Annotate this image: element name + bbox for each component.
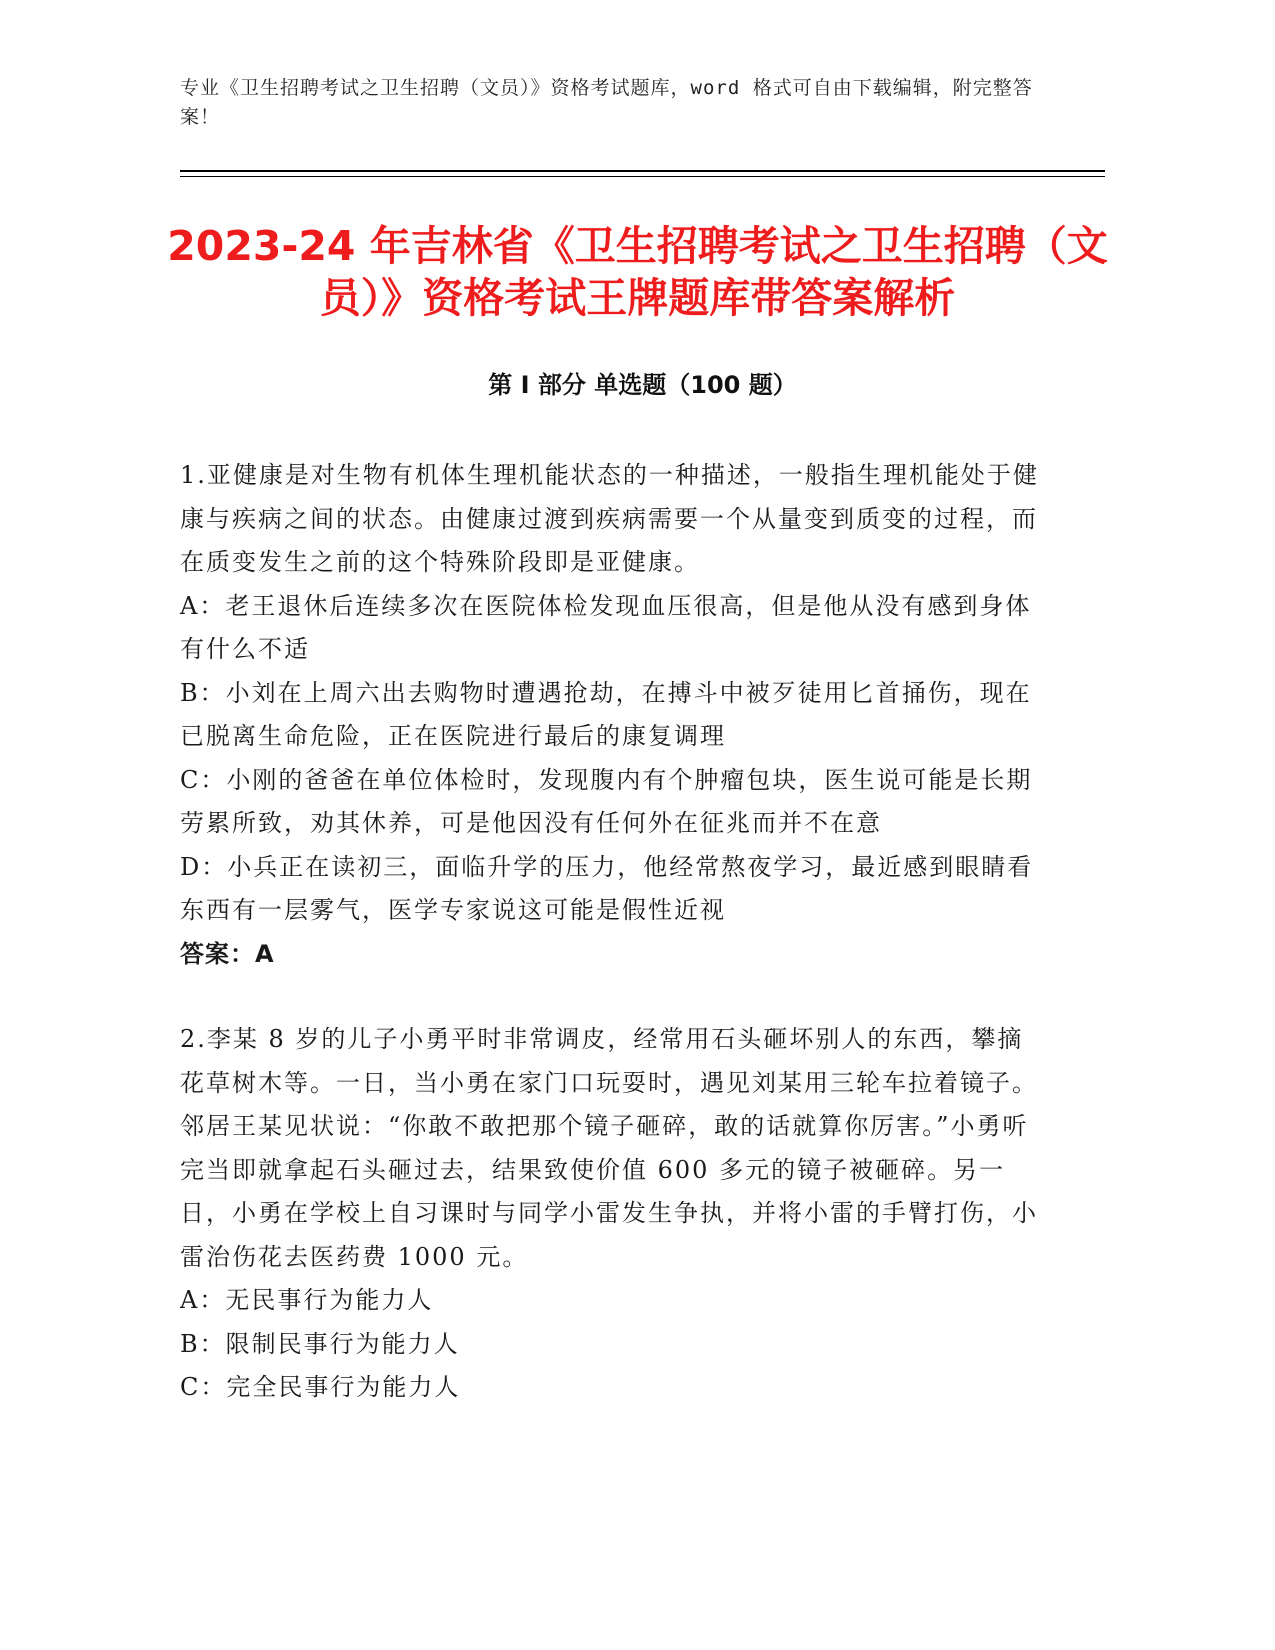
question-option-c: C：完全民事行为能力人 <box>180 1373 461 1401</box>
question-list <box>180 454 1040 1410</box>
header-divider-thin <box>180 176 1105 177</box>
question-option-a: A：无民事行为能力人 <box>180 1286 434 1314</box>
question-option-b: B：小刘在上周六出去购物时遭遇抢劫，在搏斗中被歹徒用匕首捅伤，现在已脱离生命危险，正在医院进行最后的康复调理 <box>180 678 1032 750</box>
question-option-c: C：小刚的爸爸在单位体检时，发现腹内有个肿瘤包块，医生说可能是长期劳累所致，劝其休养，可是他因没有任何外在征兆而并不在意 <box>180 765 1033 837</box>
question-spacer <box>180 976 1040 1018</box>
question-option-a: A：老王退休后连续多次在医院体检发现血压很高，但是他从没有感到身体有什么不适 <box>180 591 1032 663</box>
question-2 <box>180 1018 1040 1410</box>
header-divider-thick <box>180 170 1105 172</box>
header-note: 专业《卫生招聘考试之卫生招聘（文员）》资格考试题库，word 格式可自由下载编辑，附完整答案！ <box>180 77 1033 128</box>
question-1 <box>180 454 1040 976</box>
question-option-b: B：限制民事行为能力人 <box>180 1329 460 1358</box>
section-heading: 第 I 部分 单选题（100 题） <box>488 371 797 399</box>
question-option-d: D：小兵正在读初三，面临升学的压力，他经常熬夜学习，最近感到眼睛看东西有一层雾气，医学专家说这可能是假性近视 <box>180 852 1034 924</box>
question-stem: 1.亚健康是对生物有机体生理机能状态的一种描述，一般指生理机能处于健康与疾病之间的状态。由健康过渡到疾病需要一个从量变到质变的过程，而在质变发生之前的这个特殊阶段即是亚健康。 <box>180 461 1039 576</box>
document-title: 2023-24 年吉林省《卫生招聘考试之卫生招聘（文员）》资格考试王牌题库带答案解析 <box>167 222 1108 322</box>
question-answer: 答案：A <box>180 939 275 968</box>
question-stem: 2.李某 8 岁的儿子小勇平时非常调皮，经常用石头砸坏别人的东西，攀摘花草树木等。一日，当小勇在家门口玩耍时，遇见刘某用三轮车拉着镜子。邻居王某见状说：“你敢不敢把那个镜子砸碎，敢的话就算你厉害。”小勇听完当即就拿起石头砸过去，结果致使价值 600 多元的镜子被砸碎。另一日，小勇在学校上自习课时与同学小雷发生争执，并将小雷的手臂打伤，小雷治伤花去医药费 1000 元。 <box>180 1025 1038 1271</box>
